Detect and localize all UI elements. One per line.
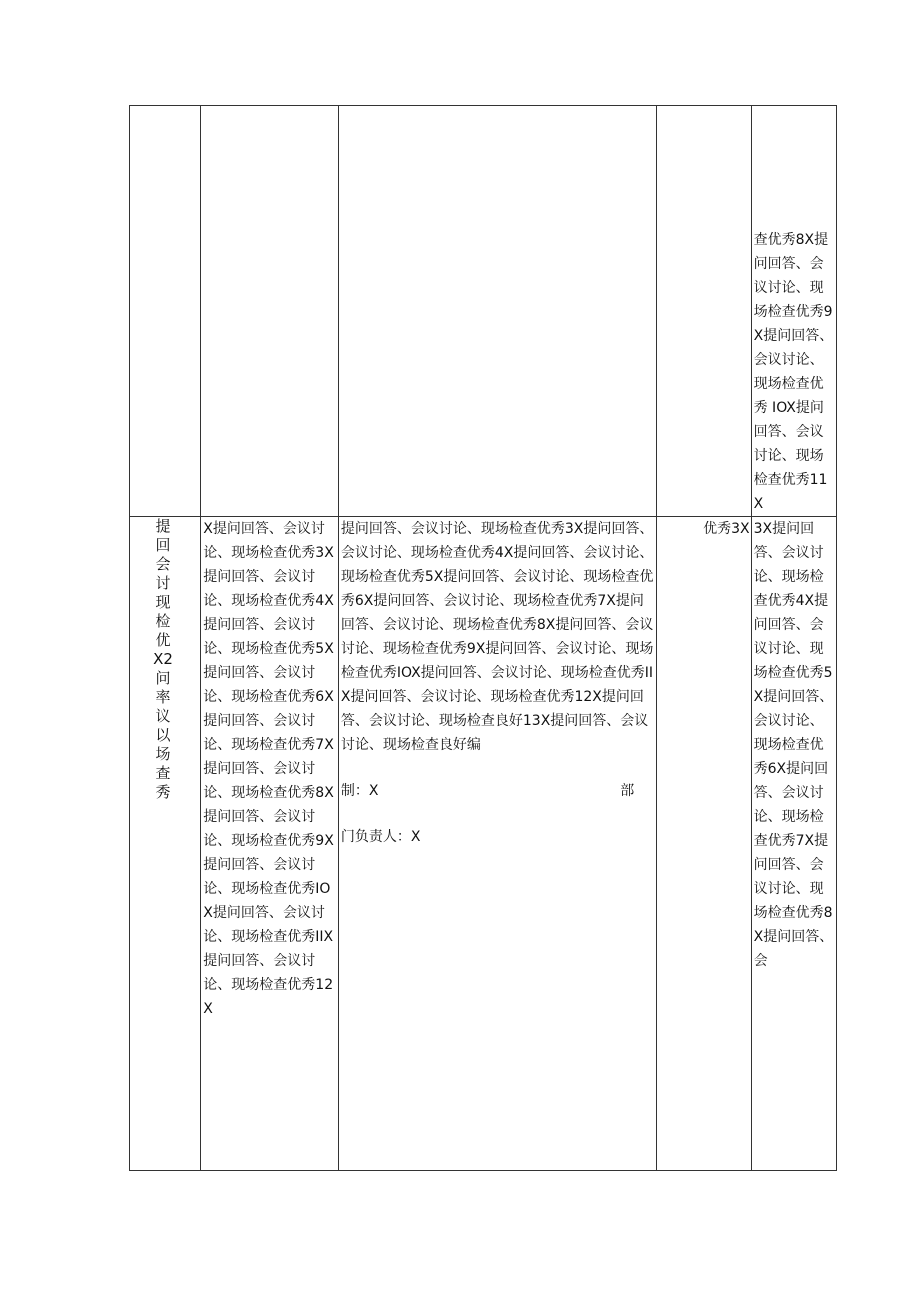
department-head-label: 门负责人：X bbox=[340, 829, 421, 845]
vertical-label: 提回会讨现检优X2问率议以场查秀 bbox=[153, 517, 173, 801]
compiler-label: 制：X bbox=[340, 783, 379, 799]
cell-text: 查优秀8X提问回答、会议讨论、现场检查优秀9X提问回答、会议讨论、现场检查优秀 IOX提问回答、会议讨论、现场检查优秀11X bbox=[753, 232, 834, 512]
table-row bbox=[130, 517, 837, 1171]
table-cell-r1c5 bbox=[751, 106, 836, 517]
cell-text: 优秀3X bbox=[703, 521, 750, 537]
signature-row bbox=[339, 779, 656, 803]
cell-text: X提问回答、会议讨论、现场检查优秀3X提问回答、会议讨论、现场检查优秀4X提问回答、会议讨论、现场检查优秀5X提问回答、会议讨论、现场检查优秀6X提问回答、会议讨论、现场检查优秀7X提问回答、会议讨论、现场检查优秀8X提问回答、会议讨论、现场检查优秀9X提问回答、会议讨论、现场检查优秀IOX提问回答、会议讨论、现场检查优秀IIX提问回答、会议讨论、现场检查优秀12X bbox=[203, 521, 334, 1017]
table-cell-r1c2 bbox=[201, 106, 339, 517]
table-cell-r1c1 bbox=[130, 106, 201, 517]
cell-text: 提问回答、会议讨论、现场检查优秀3X提问回答、会议讨论、现场检查优秀4X提问回答、会议讨论、现场检查优秀5X提问回答、会议讨论、现场检查优秀6X提问回答、会议讨论、现场检查优秀7X提问回答、会议讨论、现场检查优秀8X提问回答、会议讨论、现场检查优秀9X提问回答、会议讨论、现场检查优秀IOX提问回答、会议讨论、现场检查优秀IIX提问回答、会议讨论、现场检查优秀12X提问回答、会议讨论、现场检查良好13X提问回答、会议讨论、现场检查良好编 bbox=[340, 521, 654, 753]
table-cell-r2c1 bbox=[130, 517, 201, 1171]
table-cell-r2c3 bbox=[338, 517, 656, 1171]
table-cell-r1c3 bbox=[338, 106, 656, 517]
table-cell-r2c2 bbox=[201, 517, 339, 1171]
department-label: 部 bbox=[620, 783, 635, 799]
cell-text: 3X提问回答、会议讨论、现场检查优秀4X提问回答、会议讨论、现场检查优秀5X提问回答、会议讨论、现场检查优秀6X提问回答、会议讨论、现场检查优秀7X提问回答、会议讨论、现场检查优秀8X提问回答、会 bbox=[753, 521, 834, 969]
table-row bbox=[130, 106, 837, 517]
document-table bbox=[129, 105, 837, 1171]
table-cell-r2c5 bbox=[751, 517, 836, 1171]
table-cell-r1c4 bbox=[657, 106, 751, 517]
table-cell-r2c4 bbox=[657, 517, 751, 1171]
